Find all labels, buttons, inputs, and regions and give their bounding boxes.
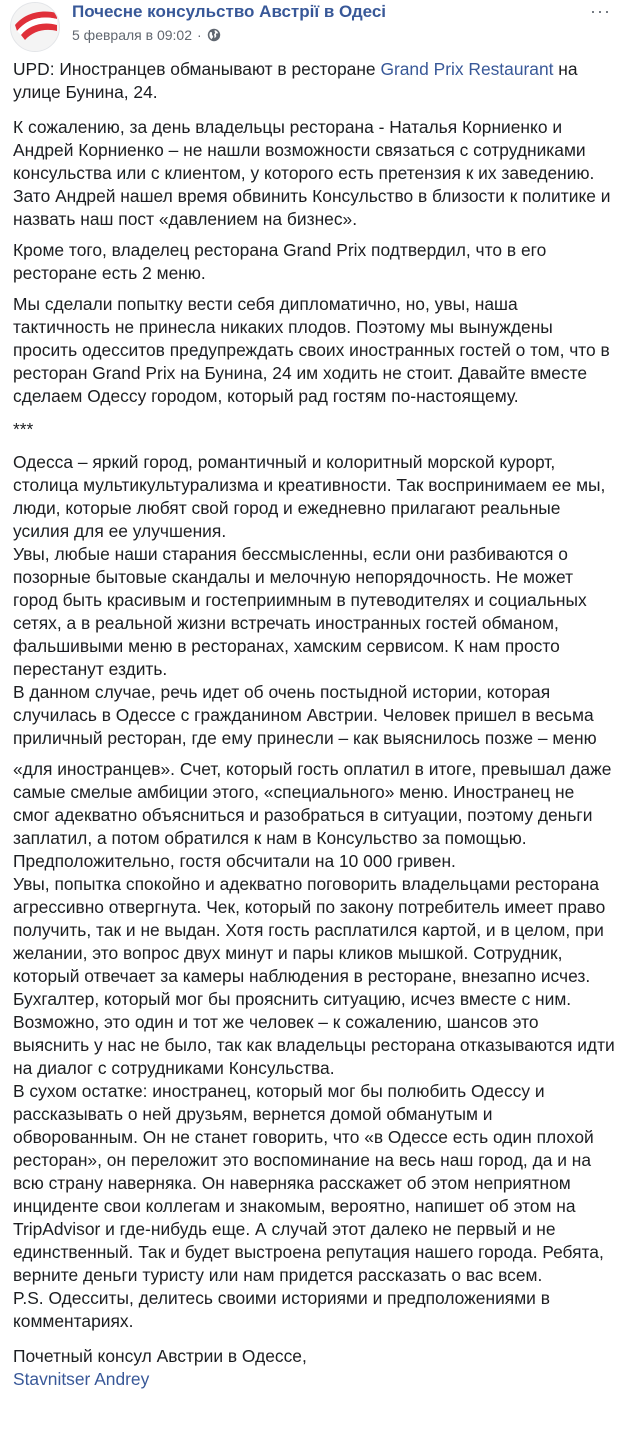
paragraph-10: Увы, попытка спокойно и адекватно поговорить владельцами ресторана агрессивно отвергнута. Чек, который по закону потребитель имеет право получить, так и не выдан. Хотя гость расплатился картой, и в целом, при желании, это вопрос двух минут и пары кликов мышкой. Сотрудник, который отвечает за камеры наблюдения в ресторане, внезапно исчез. Бухгалтер, который мог бы прояснить ситуацию, исчез вместе с ним. Возможно, это один и тот же человек – к сожалению, шансов это выяснить у нас не было, так как владельцы ресторана отказываются идти на диалог с сотрудниками Консульства. <box>13 874 620 1078</box>
post-timestamp[interactable]: 5 февраля в 09:02 <box>72 27 192 43</box>
page-name-link[interactable]: Почесне консульство Австрії в Одесі <box>72 2 387 21</box>
post-body <box>13 58 620 1391</box>
paragraph-3: Кроме того, владелец ресторана Grand Prix подтвердил, что в его ресторане есть 2 меню. <box>13 240 552 283</box>
austria-flag-logo <box>11 3 59 51</box>
signature-line <box>13 1368 615 1391</box>
paragraph-text: UPD: Иностранцев обманывают в ресторане <box>13 59 381 79</box>
paragraph-6: Одесса – яркий город, романтичный и колоритный морской курорт, столица мультикультурализма и креативности. Так воспринимаем ее мы, люди, которые любят свой город и ежедневно прилагают реальные усилия для ее улучшения. <box>13 452 611 541</box>
paragraph-upd <box>13 58 615 104</box>
restaurant-link[interactable]: Grand Prix Restaurant <box>380 59 554 79</box>
page-avatar[interactable] <box>10 2 60 52</box>
paragraph-7: Увы, любые наши старания бессмысленны, если они разбиваются о позорные бытовые скандалы и мелочную непорядочность. Не может город быть красивым и гостеприимным в путеводителях и социальных сетях, а в реальной жизни встречать иностранных гостей обманом, фальшивыми меню в ресторанах, хамским сервисом. К нам просто перестанут ездить. <box>13 544 592 679</box>
signature-link[interactable]: Stavnitser Andrey <box>13 1369 150 1389</box>
post-meta <box>72 26 221 44</box>
signature-title: Почетный консул Австрии в Одессе, <box>13 1346 307 1366</box>
paragraph-separator: *** <box>13 419 34 439</box>
post-header <box>0 0 621 60</box>
paragraph-11: В сухом остатке: иностранец, который мог бы полюбить Одессу и рассказывать о ней друзьям, вернется домой обманутым и обворованным. Он не станет говорить, что «в Одессе есть один плохой ресторан», он переложит это воспоминание на весь наш город, да и на всю страну наверняка. Он наверняка расскажет об этом неприятном инциденте свои коллегам и знакомым, вероятно, напишет об этом на TripAdvisor и где-нибудь еще. А случай этот далеко не первый и не единственный. Так и будет выстроена репутация нашего города. Ребята, верните деньги туристу или нам придется рассказать о вас всем. <box>13 1081 609 1285</box>
paragraph-4: Мы сделали попытку вести себя дипломатично, но, увы, наша тактичность не принесла никаких плодов. Поэтому мы вынуждены просить одесситов предупреждать своих иностранных гостей о том, что в ресторан Grand Prix на Бунина, 24 им ходить не стоит. Давайте вместе сделаем Одессу городом, который рад гостям по-настоящему. <box>13 294 615 406</box>
globe-icon[interactable] <box>207 28 221 42</box>
meta-separator: · <box>197 27 202 43</box>
paragraph-8: В данном случае, речь идет об очень постыдной истории, которая случилась в Одессе с гражданином Австрии. Человек пришел в весьма приличный ресторан, где ему принесли – как выяснилось позже – меню <box>13 682 599 748</box>
paragraph-9: «для иностранцев». Счет, который гость оплатил в итоге, превышал даже самые смелые амбиции этого, «специального» меню. Иностранец не смог адекватно объясниться и разобраться в ситуации, поэтому деньги заплатил, а потом обратился к нам в Консульство за помощью. Предположительно, гостя обсчитали на 10 000 гривен. <box>13 759 617 871</box>
paragraph-12: P.S. Одесситы, делитесь своими историями и предположениями в комментариях. <box>13 1288 555 1331</box>
more-options-icon[interactable]: ··· <box>590 1 611 21</box>
paragraph-text: на улице Бунина, 24. <box>13 59 583 102</box>
paragraph-2: К сожалению, за день владельцы ресторана - Наталья Корниенко и Андрей Корниенко – не нашли возможности связаться с сотрудниками консульства или с клиентом, у которого есть претензия к их заведению. Зато Андрей нашел время обвинить Консульство в близости к политике и назвать наш пост «давлением на бизнес». <box>13 117 616 229</box>
